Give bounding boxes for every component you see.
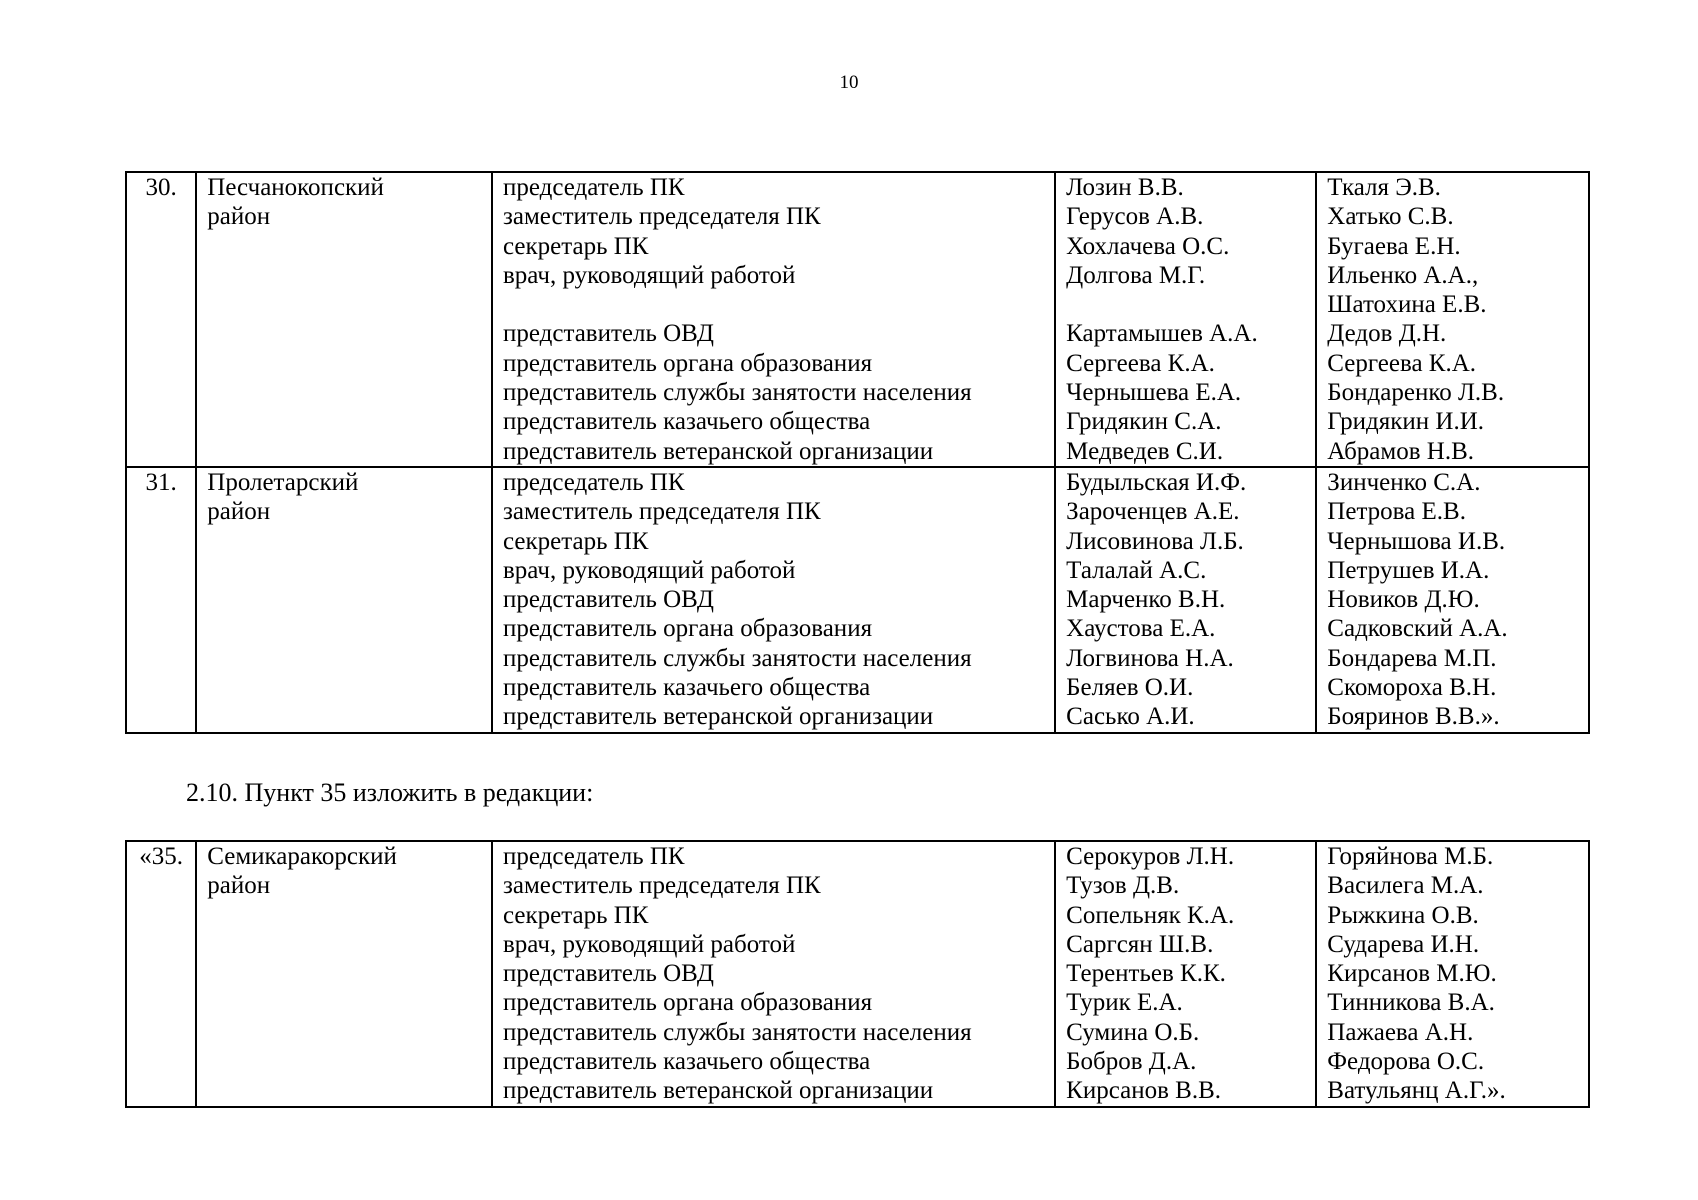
table-row: [126, 467, 1589, 733]
position-line: представитель казачьего общества: [503, 1048, 871, 1076]
member-name: Талалай А.С.: [1066, 556, 1207, 584]
reserve-name: Василега М.А.: [1327, 872, 1484, 900]
reserve-name: Горяйнова М.Б.: [1327, 843, 1494, 870]
member-name: Тузов Д.В.: [1066, 872, 1180, 900]
member-name: Саргсян Ш.В.: [1066, 930, 1214, 958]
positions-cell: [492, 841, 1055, 1107]
district-line: Песчанокопский: [207, 174, 384, 201]
reserves-cell: [1316, 841, 1589, 1107]
page-number: 10: [839, 72, 859, 93]
reserve-name: Зинченко С.А.: [1327, 468, 1481, 496]
member-name: Картамышев А.А.: [1066, 320, 1258, 348]
member-name: Медведев С.И.: [1066, 437, 1224, 465]
position-line: заместитель председателя ПК: [503, 498, 821, 526]
reserve-name: Ватульянц А.Г.».: [1327, 1077, 1506, 1105]
reserve-name: Бондаренко Л.В.: [1327, 379, 1505, 407]
district-line: район: [207, 872, 271, 900]
member-name: Сергеева К.А.: [1066, 349, 1215, 377]
member-name: Зароченцев А.Е.: [1066, 498, 1240, 526]
row-number-cell: [126, 841, 196, 1107]
member-name: Сумина О.Б.: [1066, 1018, 1200, 1046]
reserve-name: Сергеева К.А.: [1327, 349, 1477, 377]
member-name: Лозин В.В.: [1066, 174, 1184, 201]
reserve-name: Тинникова В.А.: [1327, 989, 1495, 1017]
reserve-name: Садковский А.А.: [1327, 615, 1508, 643]
position-line: представитель ОВД: [503, 586, 714, 614]
reserve-name: Петрушев И.А.: [1327, 556, 1490, 584]
commission-table-2: [125, 840, 1590, 1108]
member-name: Бобров Д.А.: [1066, 1048, 1197, 1076]
members-cell: [1055, 841, 1316, 1107]
reserve-name: Ткаля Э.В.: [1327, 174, 1441, 201]
reserve-name: Хатько С.В.: [1327, 203, 1454, 231]
position-line: представитель органа образования: [503, 989, 873, 1017]
reserve-name: Бояринов В.В.».: [1327, 703, 1500, 731]
commission-table-1: [125, 171, 1590, 734]
member-name: Сопельняк К.А.: [1066, 901, 1235, 929]
member-name: Долгова М.Г.: [1066, 261, 1206, 289]
position-line: представитель ветеранской организации: [503, 703, 934, 731]
reserve-name: Шатохина Е.В.: [1327, 291, 1487, 319]
reserve-name: Рыжкина О.В.: [1327, 901, 1479, 929]
member-name: [1066, 290, 1305, 319]
position-line: представитель ветеранской организации: [503, 1077, 934, 1105]
member-name: Герусов А.В.: [1066, 203, 1204, 231]
member-name: Беляев О.И.: [1066, 674, 1194, 702]
table-row: [126, 172, 1589, 467]
position-line: представитель органа образования: [503, 615, 873, 643]
positions-cell: [492, 172, 1055, 467]
district-line: Пролетарский: [207, 468, 359, 496]
position-line: представитель казачьего общества: [503, 674, 871, 702]
position-line: председатель ПК: [503, 174, 685, 201]
member-name: Хаустова Е.А.: [1066, 615, 1216, 643]
district-line: район: [207, 498, 271, 526]
reserve-name: Новиков Д.Ю.: [1327, 586, 1480, 614]
district-cell: [196, 172, 492, 467]
member-name: Лисовинова Л.Б.: [1066, 527, 1244, 555]
position-line: врач, руководящий работой: [503, 261, 796, 289]
reserve-name: Бондарева М.П.: [1327, 644, 1497, 672]
reserve-name: Дедов Д.Н.: [1327, 320, 1447, 348]
reserve-name: Абрамов Н.В.: [1327, 437, 1475, 465]
member-name: Марченко В.Н.: [1066, 586, 1226, 614]
position-line: представитель службы занятости населения: [503, 644, 972, 672]
reserve-name: Гридякин И.И.: [1327, 408, 1485, 436]
position-line: представитель ОВД: [503, 960, 714, 988]
district-cell: [196, 841, 492, 1107]
position-line: представитель ОВД: [503, 320, 714, 348]
members-cell: [1055, 467, 1316, 733]
member-name: Турик Е.А.: [1066, 989, 1183, 1017]
position-line: секретарь ПК: [503, 901, 649, 929]
member-name: Хохлачева О.С.: [1066, 232, 1230, 260]
member-name: Логвинова Н.А.: [1066, 644, 1234, 672]
member-name: Терентьев К.К.: [1066, 960, 1226, 988]
row-number: 31.: [145, 468, 177, 496]
position-line: заместитель председателя ПК: [503, 872, 821, 900]
reserves-cell: [1316, 172, 1589, 467]
member-name: Гридякин С.А.: [1066, 408, 1222, 436]
district-cell: [196, 467, 492, 733]
row-number: 30.: [145, 174, 177, 201]
position-line: секретарь ПК: [503, 232, 649, 260]
member-name: Будыльская И.Ф.: [1066, 468, 1247, 496]
member-name: Сасько А.И.: [1066, 703, 1195, 731]
table-row: [126, 841, 1589, 1107]
table-body: [126, 841, 1589, 1107]
reserve-name: Сударева И.Н.: [1327, 930, 1480, 958]
district-line: район: [207, 203, 271, 231]
position-line: представитель службы занятости населения: [503, 1018, 972, 1046]
row-number: «35.: [139, 843, 183, 870]
table-body: [126, 172, 1589, 733]
reserve-name: Кирсанов М.Ю.: [1327, 960, 1497, 988]
row-number-cell: [126, 172, 196, 467]
position-line: врач, руководящий работой: [503, 930, 796, 958]
position-line: [503, 290, 1044, 319]
reserve-name: Федорова О.С.: [1327, 1048, 1485, 1076]
reserve-name: Ильенко А.А.,: [1327, 261, 1479, 289]
reserve-name: Пажаева А.Н.: [1327, 1018, 1474, 1046]
positions-cell: [492, 467, 1055, 733]
reserve-name: Скомороха В.Н.: [1327, 674, 1497, 702]
position-line: представитель службы занятости населения: [503, 379, 972, 407]
position-line: представитель казачьего общества: [503, 408, 871, 436]
position-line: заместитель председателя ПК: [503, 203, 821, 231]
member-name: Чернышева Е.А.: [1066, 379, 1242, 407]
reserve-name: Петрова Е.В.: [1327, 498, 1466, 526]
position-line: председатель ПК: [503, 843, 685, 870]
reserves-cell: [1316, 467, 1589, 733]
row-number-cell: [126, 467, 196, 733]
position-line: представитель органа образования: [503, 349, 873, 377]
reserve-name: Бугаева Е.Н.: [1327, 232, 1461, 260]
district-line: Семикаракорский: [207, 843, 397, 870]
member-name: Кирсанов В.В.: [1066, 1077, 1222, 1105]
position-line: председатель ПК: [503, 468, 685, 496]
position-line: секретарь ПК: [503, 527, 649, 555]
position-line: врач, руководящий работой: [503, 556, 796, 584]
reserve-name: Чернышова И.В.: [1327, 527, 1506, 555]
amendment-instruction: 2.10. Пункт 35 изложить в редакции:: [186, 778, 594, 807]
position-line: представитель ветеранской организации: [503, 437, 934, 465]
member-name: Серокуров Л.Н.: [1066, 843, 1235, 870]
members-cell: [1055, 172, 1316, 467]
